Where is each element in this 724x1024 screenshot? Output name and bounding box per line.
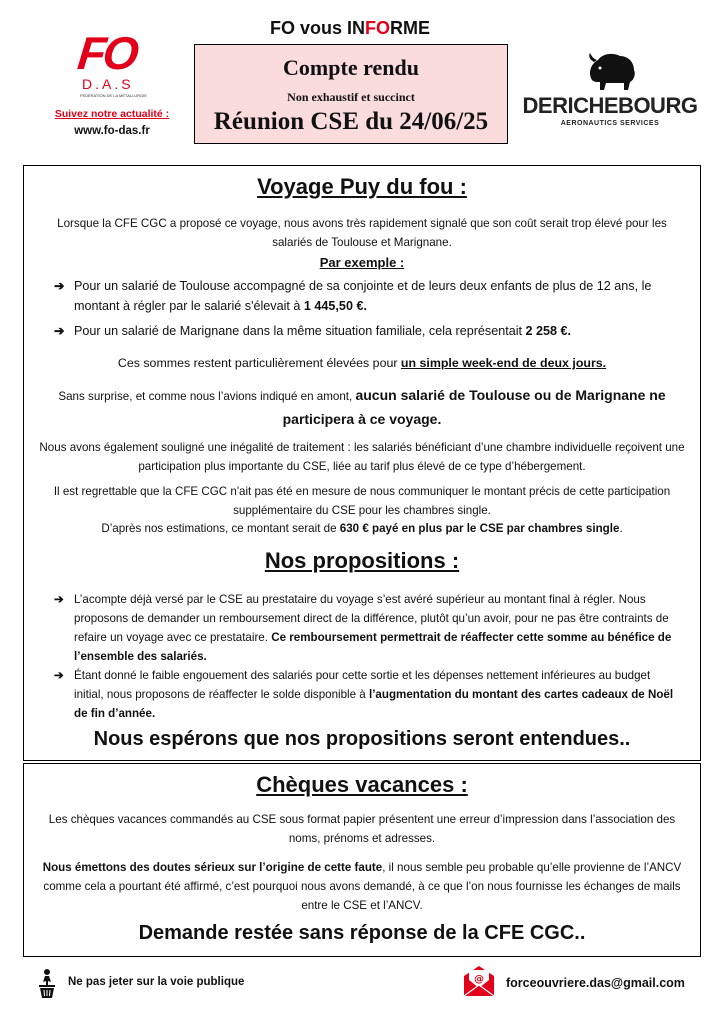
footer-email[interactable]: forceouvriere.das@gmail.com xyxy=(506,976,685,990)
surprise-paragraph xyxy=(38,384,686,432)
surprise-emph: aucun salarié de Toulouse ou de Marignane ne participera à ce voyage. xyxy=(282,387,666,427)
estimate-end: . xyxy=(619,522,623,535)
report-title-box xyxy=(194,44,508,144)
arrow-icon: ➔ xyxy=(54,593,64,606)
bullet-emph: l’augmentation du montant des cartes cadeaux de Noël de fin d’année. xyxy=(74,688,674,720)
voyage-section xyxy=(23,165,701,761)
follow-label: Suivez notre actualité : xyxy=(54,108,170,120)
surprise-text: Sans surprise, et comme nous l’avions indiqué en amont, xyxy=(58,390,356,403)
regret-paragraph: Il est regrettable que la CFE CGC n'ait pas été en mesure de nous communiquer le montant précis de cette participation supplémentaire du CSE pour les chambres single. xyxy=(53,485,671,517)
logo-small-text: FÉDÉRATION DE LA MÉTALLURGIE xyxy=(80,93,147,98)
voyage-title: Voyage Puy du fou : xyxy=(257,174,467,199)
fo-info-red: FO xyxy=(365,18,390,38)
bullet-amount: 1 445,50 €. xyxy=(303,299,367,313)
cheques-title: Chèques vacances : xyxy=(256,772,468,797)
bullet-amount: 2 258 €. xyxy=(525,324,572,338)
report-title: Compte rendu xyxy=(283,55,419,80)
report-meeting: Réunion CSE du 24/06/25 xyxy=(213,108,489,135)
fo-info-post: RME xyxy=(390,18,430,38)
bison-icon xyxy=(584,50,640,92)
arrow-icon: ➔ xyxy=(54,279,65,293)
inequality-paragraph: Nous avons également souligné une inégalité de traitement : les salariés bénéficiant d’une chambre individuelle reçoivent une participation plus importante du CSE, liée au tarif plus élevé de ce type d’hébergement. xyxy=(39,441,685,473)
doubt-emph: Nous émettons des doutes sérieux sur l’origine de cette faute xyxy=(42,861,383,874)
cheques-closing: Demande restée sans réponse de la CFE CGC.. xyxy=(138,922,586,944)
bullet-text: Pour un salarié de Marignane dans la même situation familiale, cela représentait xyxy=(74,324,526,338)
bullet-emph: Ce remboursement permettrait de réaffecter cette somme au bénéfice de l’ensemble des salariés. xyxy=(74,631,672,663)
fo-info-pre: FO vous IN xyxy=(269,18,365,38)
proposals-closing: Nous espérons que nos propositions seront entendues.. xyxy=(93,728,631,750)
cheques-doubt-paragraph xyxy=(38,858,686,915)
report-subtitle: Non exhaustif et succinct xyxy=(287,90,415,104)
cheques-intro: Les chèques vacances commandés au CSE sous format papier présentent une erreur d’impression dans l’association des noms, prénoms et adresses. xyxy=(48,813,676,845)
sums-paragraph xyxy=(38,354,686,373)
company-name: DERICHEBOURG xyxy=(522,93,698,118)
proposal-bullet-refund xyxy=(54,590,682,666)
example-bullet-marignane xyxy=(54,321,682,341)
email-icon xyxy=(462,964,496,998)
derichebourg-logo xyxy=(512,50,708,134)
company-subtitle: AERONAUTICS SERVICES xyxy=(560,120,660,127)
estimate-paragraph xyxy=(38,519,686,538)
estimate-text: D’après nos estimations, ce montant serait de xyxy=(101,522,340,535)
footer-notice: Ne pas jeter sur la voie publique xyxy=(68,976,245,988)
trash-icon xyxy=(36,968,58,998)
arrow-icon: ➔ xyxy=(54,669,64,682)
doubt-text: , il nous semble peu probable qu’elle provienne de l’ANCV comme cela a pourtant été affirmé, c’est pourquoi nous avons demandé, à ce que l’on nous fournisse les échanges de mails entre le CSE et l’ANCV. xyxy=(43,861,682,912)
bullet-text: L’acompte déjà versé par le CSE au prestataire du voyage s’est avéré supérieur au montant final à régler. Nous proposons de demander un remboursement direct de la différence, plutôt qu’un avoir, pour ne pas être contraints de refaire un voyage avec ce prestataire. xyxy=(74,593,669,644)
logo-fo-text: FO xyxy=(75,27,139,79)
example-label: Par exemple : xyxy=(319,255,405,270)
sums-text: Ces sommes restent particulièrement élevées pour xyxy=(117,356,401,370)
proposals-title: Nos propositions : xyxy=(264,548,460,573)
estimate-emph: 630 € payé en plus par le CSE par chambres single xyxy=(339,522,620,535)
voyage-intro: Lorsque la CFE CGC a proposé ce voyage, nous avons très rapidement signalé que son coût serait trop élevé pour les salariés de Toulouse et Marignane. xyxy=(57,217,667,249)
arrow-icon: ➔ xyxy=(54,324,65,338)
website-link[interactable]: www.fo-das.fr xyxy=(74,125,150,137)
svg-text:@: @ xyxy=(474,974,484,985)
cheques-section xyxy=(23,763,701,957)
fo-das-logo xyxy=(75,27,147,108)
bullet-text: Pour un salarié de Toulouse accompagné de sa conjointe et de leurs deux enfants de plus de 12 ans, le montant à régler par le salarié s'élevait à xyxy=(74,279,652,313)
bullet-text: Étant donné le faible engouement des salariés pour cette sortie et les dépenses nettement inférieures au budget initial, nous proposons de réaffecter le solde disponible à xyxy=(74,669,651,701)
proposal-bullet-gift-cards xyxy=(54,666,682,723)
logo-das-text: D.A.S xyxy=(82,76,134,92)
fo-info-heading xyxy=(210,18,490,39)
example-bullet-toulouse xyxy=(54,276,682,316)
sums-emph: un simple week-end de deux jours. xyxy=(400,356,607,370)
